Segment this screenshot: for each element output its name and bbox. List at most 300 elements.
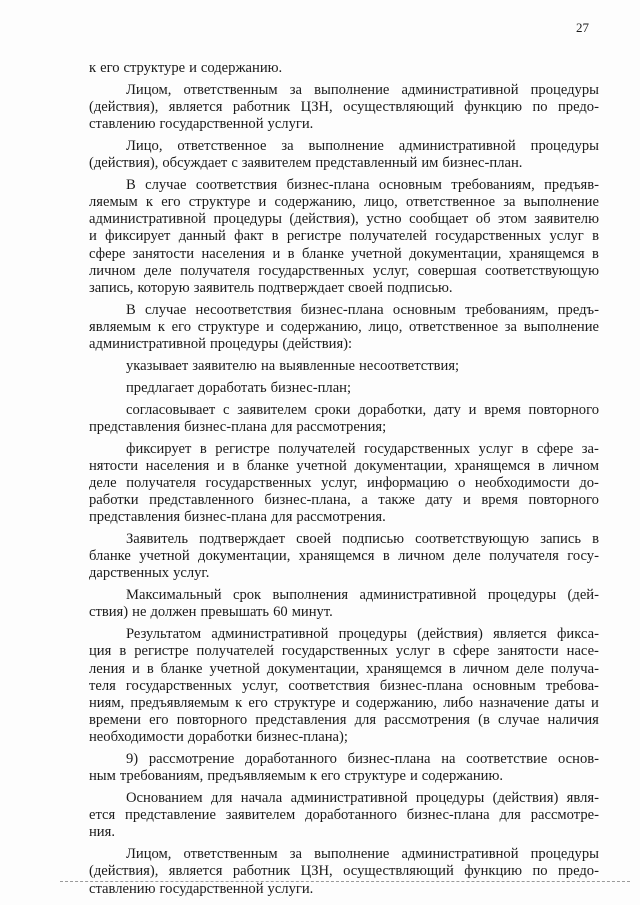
text-line [89,155,599,172]
word: ния. [89,824,115,841]
word: является [493,626,547,643]
word: насе- [566,643,599,660]
word: несоответствия [195,301,292,318]
paragraph [89,60,599,77]
word: повторного [528,401,599,418]
word: представленный [315,155,418,172]
word: госу- [567,548,599,565]
text-line [89,712,599,729]
paragraph [89,82,599,134]
word: ЦЗН, [300,98,333,115]
word: в [287,245,295,262]
word: дату [425,492,453,509]
word: услуг [395,643,431,660]
word: структуре [197,319,260,335]
word: требованиям, [451,176,535,193]
text-line [89,604,599,621]
text-line [89,509,599,526]
text-line [89,587,599,604]
word: для [354,712,377,729]
word: устно [366,211,402,228]
text-line [89,246,599,263]
word: заявителем [237,401,307,418]
word: рассмотрение [148,751,235,768]
word: получателей [349,228,427,245]
word: Лицо, [126,137,163,154]
text-line [89,751,599,768]
word: для [270,509,293,526]
word: бизнес-плана [406,807,490,824]
word: к [235,694,243,711]
word: ствия) [89,604,129,621]
word: заявитель [193,280,255,297]
text-line [89,565,599,582]
text-line [89,263,599,280]
word: основным [472,677,536,694]
word: учетной [351,245,402,262]
text-line [89,336,599,353]
word: личном [462,660,510,677]
word: бизнес-плана [300,301,384,318]
word: работник [232,863,291,880]
word: бланке [89,548,131,565]
word: населения [201,245,266,262]
word: к [145,194,154,211]
word: документации, [198,548,291,565]
word: нятости [89,457,139,474]
word: личном [398,548,445,565]
text-line [89,116,599,133]
word: административной [89,211,206,228]
text-line [89,302,599,319]
word: за [289,81,303,98]
text-line [89,138,599,155]
word: государственных [125,677,232,694]
word: минут. [291,604,333,621]
paragraph [89,587,599,621]
word: выполнение [523,194,599,211]
word: Максимальный [126,587,222,604]
word: государственных [258,262,365,279]
text-line [89,475,599,492]
word: государственной [159,880,264,897]
word: его [100,60,120,76]
word: работки [89,492,139,509]
word: до- [579,474,599,491]
paragraph [89,380,599,397]
word: административной [89,336,206,353]
word: деле [516,660,544,677]
word: и [463,492,471,509]
word: предо- [557,863,599,880]
text-line [89,846,599,863]
word: содержанию, [355,694,438,711]
word: в [592,531,599,548]
word: в [592,228,599,245]
word: представление [125,807,216,824]
paragraph [89,302,599,354]
word: фиксирует [105,228,171,245]
word: основным [378,176,442,193]
word: выполнение [314,81,390,98]
word: административной [359,587,477,604]
text-line [89,807,599,824]
word: для [270,418,293,435]
word: представленного [149,492,254,509]
word: деле [89,474,117,491]
word: услуг, [372,262,410,279]
word: получателей [196,643,274,660]
word: представления [255,712,347,729]
word: на [260,357,276,374]
text-line [89,380,599,397]
word: время [481,492,518,509]
paragraph [89,846,599,898]
word: получателя [180,262,250,279]
word: и [216,457,225,474]
word: рассмотре- [530,807,599,824]
text-line [89,441,599,458]
paragraph [89,626,599,746]
word: документации, [266,660,360,677]
word: предъявляемым [130,694,229,711]
word: Основанием [126,790,203,807]
word: получателя [489,548,559,565]
word: его [149,712,169,729]
word: выполнения [272,587,349,604]
word: осуществляющий [343,863,454,880]
word: доработанного [245,751,337,768]
word: услуг. [173,565,210,582]
word: не [132,604,147,621]
word: начала [240,790,283,807]
word: за [503,194,516,211]
word: (дей- [567,587,599,604]
text-line [89,60,599,77]
word: В [126,301,136,318]
word: требованиям, [119,768,204,785]
word: и [409,768,418,785]
word: его [171,319,192,335]
word: сфере [536,440,574,457]
word: является [168,863,223,880]
word: дарственных [89,565,170,582]
text-line [89,768,599,785]
word: функцию [464,863,523,880]
word: этом [498,211,527,228]
word: бланке [302,245,344,262]
word: к [309,768,317,785]
word: по [532,98,548,115]
word: учетной [296,457,347,474]
text-line [89,881,599,898]
text-line [89,228,599,245]
word: согласовывает [126,401,216,418]
paragraph [89,751,599,785]
word: представления [89,418,181,435]
word: с [231,155,238,172]
word: ставлению [89,116,156,133]
word: документации, [409,245,502,262]
word: рассмотрения; [296,418,387,435]
word: процедуры [530,137,599,154]
word: его [161,194,181,211]
word: требованиям, [465,301,549,318]
page-bottom-divider [60,881,630,882]
word: в [521,440,529,457]
text-line [89,419,599,436]
word: бизнес-план; [270,379,352,396]
word: факт [234,228,264,245]
word: в [592,245,599,262]
word: бизнес-плана, [264,492,351,509]
word: регистре [286,228,342,245]
word: процедуры [530,81,599,98]
word: хранящемся [454,457,531,474]
word: которую [137,280,190,297]
word: деле [143,262,172,279]
word: ответственное [409,319,499,335]
word: государственных [281,643,388,660]
word: и [591,694,599,711]
word: в [146,660,154,677]
word: учетной [209,660,260,677]
word: получателя [126,474,196,491]
word: сфере [89,245,126,262]
word: структуре [188,194,251,211]
word: содержанию, [274,194,356,211]
word: государственных [205,474,312,491]
text-line [89,661,599,678]
word: предъявляемым [207,768,306,785]
word: услуги. [267,116,314,133]
word: услуг [549,228,584,245]
word: выполнение [314,846,390,863]
word: за [504,319,518,335]
word: содержанию, [280,319,362,335]
word: ляемым [89,194,138,211]
word: ция [89,643,112,660]
word: необходимости [474,474,570,491]
word: заявителем [225,807,296,824]
word: доработанного [305,807,397,824]
word: должен [150,604,197,621]
word: получателей [278,440,356,457]
word: за [281,137,294,154]
word: обсуждает [162,155,228,172]
text-line [89,548,599,565]
word: бизнес-план. [442,155,523,172]
text-line [89,695,599,712]
word: доработки [187,729,253,746]
word: превышать [200,604,270,621]
word: доработать [197,379,267,396]
word: своей [348,280,384,297]
word: (действия), [289,211,359,228]
text-line [89,790,599,807]
word: для [499,807,521,824]
text-line [89,177,599,194]
word: функцию [464,98,523,115]
word: доработки, [358,401,427,418]
word: процедуры [210,336,279,353]
paragraph [89,531,599,583]
word: регистре [134,643,189,660]
word: личном [89,262,136,279]
paragraph [89,177,599,297]
word: заявителем [241,155,312,172]
text-line [89,99,599,116]
word: (действия) [492,790,559,807]
text-line [89,863,599,880]
word: Лицом, [126,81,172,98]
word: в [448,660,456,677]
text-line [89,643,599,660]
word: выявленные [279,357,356,374]
word: содержанию. [421,768,504,785]
word: процедуры [415,790,485,807]
word: информацию [366,474,449,491]
word: основным [392,301,456,318]
text-line [89,458,599,475]
word: государственных [435,228,542,245]
text-line [89,824,599,841]
word: услуг, [242,677,279,694]
word: услуг [478,440,513,457]
word: теля [89,677,116,694]
word: Заявитель [126,531,188,548]
word: необходимости [89,729,184,746]
word: на [441,751,456,768]
word: бизнес-плана [184,418,267,435]
word: занятости [497,643,559,660]
word: личном [552,457,599,474]
word: бланке [160,660,203,677]
word: назначение [479,694,549,711]
word: случае [498,712,540,729]
word: ответственным [183,81,278,98]
word: время [484,401,521,418]
text-line [89,358,599,375]
word: подтверждает [258,280,345,297]
word: указывает [126,357,189,374]
word: соответствующую [415,531,530,548]
paragraph [89,402,599,436]
word: соответствия [288,677,370,694]
word: документации, [354,457,447,474]
word: (действия), [89,863,159,880]
word: в [119,643,127,660]
word: совершая [417,262,477,279]
word: лицо, [368,319,403,335]
word: и [272,245,281,262]
word: запись, [89,280,134,297]
word: подписью [342,531,405,548]
word: процедуры [487,587,557,604]
word: административной [401,846,519,863]
word: 60 [273,604,288,621]
word: дату [433,401,461,418]
word: для [211,790,233,807]
word: (в [478,712,490,729]
word: фиксирует [126,440,192,457]
word: хранящемся [508,245,585,262]
word: к [157,319,165,335]
word: наличия [547,712,599,729]
word: (действия): [282,336,353,353]
word: бизнес-плана [286,176,370,193]
word: об [475,211,491,228]
word: В [126,176,136,193]
word: административной [211,626,329,643]
word: бланке [246,457,289,474]
word: даты [555,694,585,711]
word: регистре [215,440,270,457]
word: за [289,846,303,863]
text-line [89,82,599,99]
word: запись [540,531,581,548]
word: подписью. [387,280,453,297]
word: сроки [314,401,351,418]
word: (действия) [417,626,483,643]
word: за- [581,440,599,457]
word: услуг, [321,474,358,491]
word: соответствие [466,751,548,768]
word: заявителю [534,211,599,228]
word: и [341,694,350,711]
text-line [89,211,599,228]
word: Лицом, [126,846,172,863]
word: структуре [344,768,406,785]
word: и [189,60,197,76]
word: выполнение [308,137,384,154]
word: бизнес-плана [184,509,267,526]
word: подтверждает [199,531,286,548]
word: несоответствия; [359,357,460,374]
word: явля- [566,790,599,807]
word: получа- [550,660,599,677]
word: структуре [274,694,336,711]
word: повторного [528,492,599,509]
text-line [89,531,599,548]
word: предъяв- [544,176,599,193]
word: процедуры [213,211,282,228]
word: по [532,863,548,880]
word: соответствующую [485,262,599,279]
word: сообщает [409,211,469,228]
word: повторного [176,712,248,729]
document-text [89,60,599,902]
text-line [89,492,599,509]
word: ЦЗН, [300,863,333,880]
word: услуги. [267,880,314,897]
word: ответственное [406,194,496,211]
word: выполнение [523,319,599,335]
word: деле [453,548,481,565]
text-line [89,678,599,695]
word: им [421,155,439,172]
word: населения [145,457,210,474]
word: хранящемся [298,548,375,565]
word: бизнес-плана [347,751,431,768]
word: случае [145,176,187,193]
word: административной [398,137,516,154]
word: и [266,319,274,335]
word: а [361,492,368,509]
word: либо [443,694,474,711]
word: административной [290,790,408,807]
word: в [199,440,207,457]
